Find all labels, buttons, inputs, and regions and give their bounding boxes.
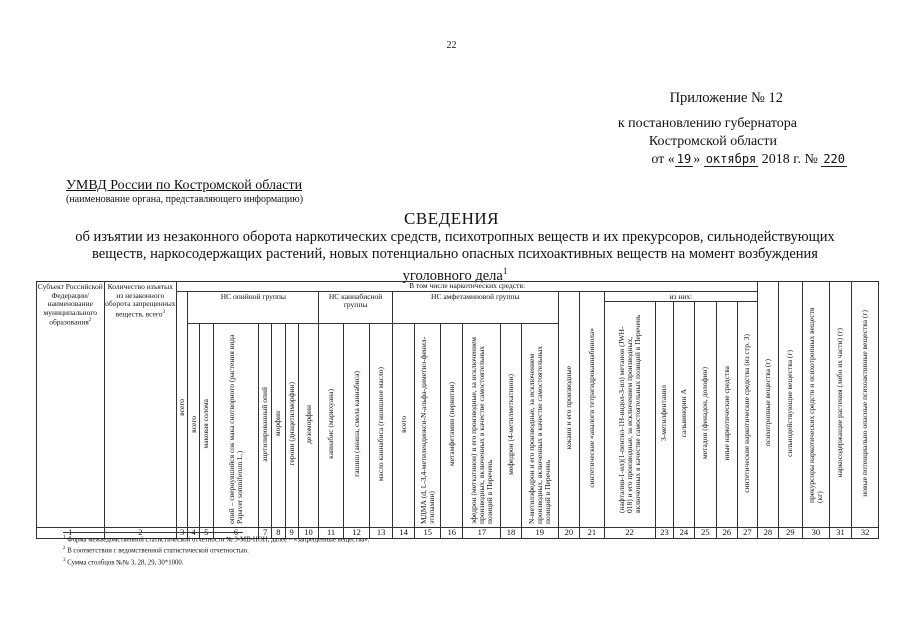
col-number: 30	[803, 527, 830, 538]
col-15-header: МДМА (d, L-3,4-метилендиокси-N-альфа-диметил-фенил-этиламин)	[415, 324, 441, 528]
col-9-header: героин (диацетилморфин)	[285, 324, 298, 528]
col-4-header: всего	[188, 324, 199, 528]
col-number: 27	[737, 527, 758, 538]
of-them-header: из них:	[604, 291, 758, 302]
footnote-1: $^1$ Форма межведомственной статистической отчетности № 3-МВ-НОН, далее – «запрещенные вещества».	[63, 535, 370, 544]
col-number: 31	[829, 527, 852, 538]
col-5-header: маковая солома	[199, 324, 213, 528]
col-16-header: метамфетамин (первитин)	[440, 324, 463, 528]
col-number: 1	[37, 527, 105, 538]
col-number: 28	[758, 527, 778, 538]
col-30-header: прекурсоры наркотических средств и психотропных веществ (кг)	[803, 282, 830, 528]
col-8-header: морфин	[272, 324, 285, 528]
col-7-header: ацетилированный опий	[258, 324, 271, 528]
document-subheading	[60, 229, 850, 285]
col-number: 6	[213, 527, 258, 538]
col-number: 26	[717, 527, 737, 538]
appendix-title: Приложение № 12	[669, 90, 783, 106]
col-subject-header: Субъект Российской Федерации/ наименование муниципального образования$^2$	[37, 282, 105, 528]
col-29-header: сильнодействующие вещества (г)	[778, 282, 803, 528]
group-opium-header: НС опийной группы	[188, 291, 319, 324]
col-number: 32	[852, 527, 879, 538]
col-27-header: синтетические наркотические средства (из стр. 3)	[737, 302, 758, 528]
col-number: 14	[392, 527, 415, 538]
footnote-3: $^3$ Сумма столбцов №№ 3, 28, 29, 30*1000.	[63, 557, 184, 566]
col-17-header: эфедрон (меткатинон) и его производные, за исключением производных, включенных в качестве самостоятельных позиций в Перечень	[463, 324, 501, 528]
col-13-header: масло каннабиса (гашишное масло)	[370, 324, 393, 528]
col-19-header: N-метилэфедрон и его производные, за исключением производных, включенных в качестве самостоятельных позиций в Перечень	[521, 324, 558, 528]
group-narcotics-header: В том числе наркотических средств:	[177, 282, 758, 292]
col-number: 16	[440, 527, 463, 538]
col-number: 13	[370, 527, 393, 538]
group-amphetamine-header: НС амфетаминовой группы	[392, 291, 558, 324]
date-sep: »	[693, 152, 701, 167]
col-number: 8	[272, 527, 285, 538]
subheading-text: об изъятии из незаконного оборота наркотических средств, психотропных веществ и их прекурсоров, сильнодействующих веществ, наркосодержащих растений, новых потенциально опасных психоактивных веществ на момент возбуждения уголовного дела	[75, 229, 835, 284]
col-number: 7	[258, 527, 271, 538]
col-22-header: (нафталин-1-ил)(1-пентил-1Н-индол-3-ил) метанон (JWH-018) и его производные, за исключением производных, включенных в качестве самостоятельных позиций в Перечень	[604, 302, 655, 528]
col-number: 23	[655, 527, 673, 538]
seizure-table	[36, 281, 879, 539]
col-18-header: мефедрон (4-метилметкатинон)	[501, 324, 521, 528]
col-3-header: всего	[177, 291, 188, 527]
col-number: 18	[501, 527, 521, 538]
footnote-2: $^2$ В соответствии с ведомственной статистической отчетностью.	[63, 546, 249, 555]
group-cannabis-header: НС каннабисной группы	[319, 291, 393, 324]
col-number: 9	[285, 527, 298, 538]
date-number: 220	[823, 152, 845, 166]
col-28-header: психотропные вещества (г)	[758, 282, 778, 528]
col-11-header: каннабис (марихуана)	[319, 324, 344, 528]
col-20-header: кокаин и его производные	[558, 291, 579, 527]
col-23-header: 3-метилфентанил	[655, 302, 673, 528]
col-25-header: метадон (фенадон, долофин)	[694, 302, 717, 528]
appendix-date-line	[651, 149, 847, 170]
col-21-header: синтетические «аналоги тетрагидроканнабинола»	[580, 291, 605, 527]
col-number: 10	[298, 527, 318, 538]
footnotes	[63, 533, 663, 567]
col-32-header: новые потенциально опасные психоактивные вещества (г)	[852, 282, 879, 528]
page-number: 22	[446, 40, 457, 51]
col-10-header: дезоморфин	[298, 324, 318, 528]
col-number: 3	[177, 527, 188, 538]
appendix-line1: к постановлению губернатора	[617, 116, 797, 131]
col-total-header: Количество изъятых из незаконного оборота запрещенных веществ, всего$^3$	[104, 282, 177, 528]
col-24-header: сальвинорин А	[674, 302, 694, 528]
col-number: 20	[558, 527, 579, 538]
col-number: 29	[778, 527, 803, 538]
col-12-header: гашиш (анаша, смола каннабиса)	[343, 324, 370, 528]
col-number: 12	[343, 527, 370, 538]
col-number: 5	[199, 527, 213, 538]
col-31-header: наркосодержащие растения (либо их части) (г)	[829, 282, 852, 528]
col-number: 25	[694, 527, 717, 538]
col-number: 4	[188, 527, 199, 538]
col-number: 11	[319, 527, 344, 538]
col-number: 17	[463, 527, 501, 538]
col-number: 19	[521, 527, 558, 538]
date-day: 19	[676, 152, 692, 166]
col-number: 15	[415, 527, 441, 538]
col-number: 21	[580, 527, 605, 538]
date-month: октября	[705, 152, 757, 166]
organization-name: УМВД России по Костромской области	[66, 178, 303, 193]
date-year: 2018 г. №	[761, 152, 818, 167]
col-number: 24	[674, 527, 694, 538]
organization-caption: (наименование органа, представляющего информацию)	[66, 194, 304, 205]
col-14-header: всего	[392, 324, 415, 528]
appendix-line2: Костромской области	[648, 134, 777, 149]
col-6-header: опий – свернувшийся сок мака снотворного (растения вида Papaver somniferum L.)	[213, 324, 258, 528]
col-26-header: иные наркотические средства	[717, 302, 737, 528]
date-prefix: от «	[651, 152, 675, 167]
col-number: 2	[104, 527, 177, 538]
col-number: 22	[604, 527, 655, 538]
document-heading: СВЕДЕНИЯ	[404, 209, 499, 228]
subheading-footnote-ref: 1	[502, 266, 508, 276]
